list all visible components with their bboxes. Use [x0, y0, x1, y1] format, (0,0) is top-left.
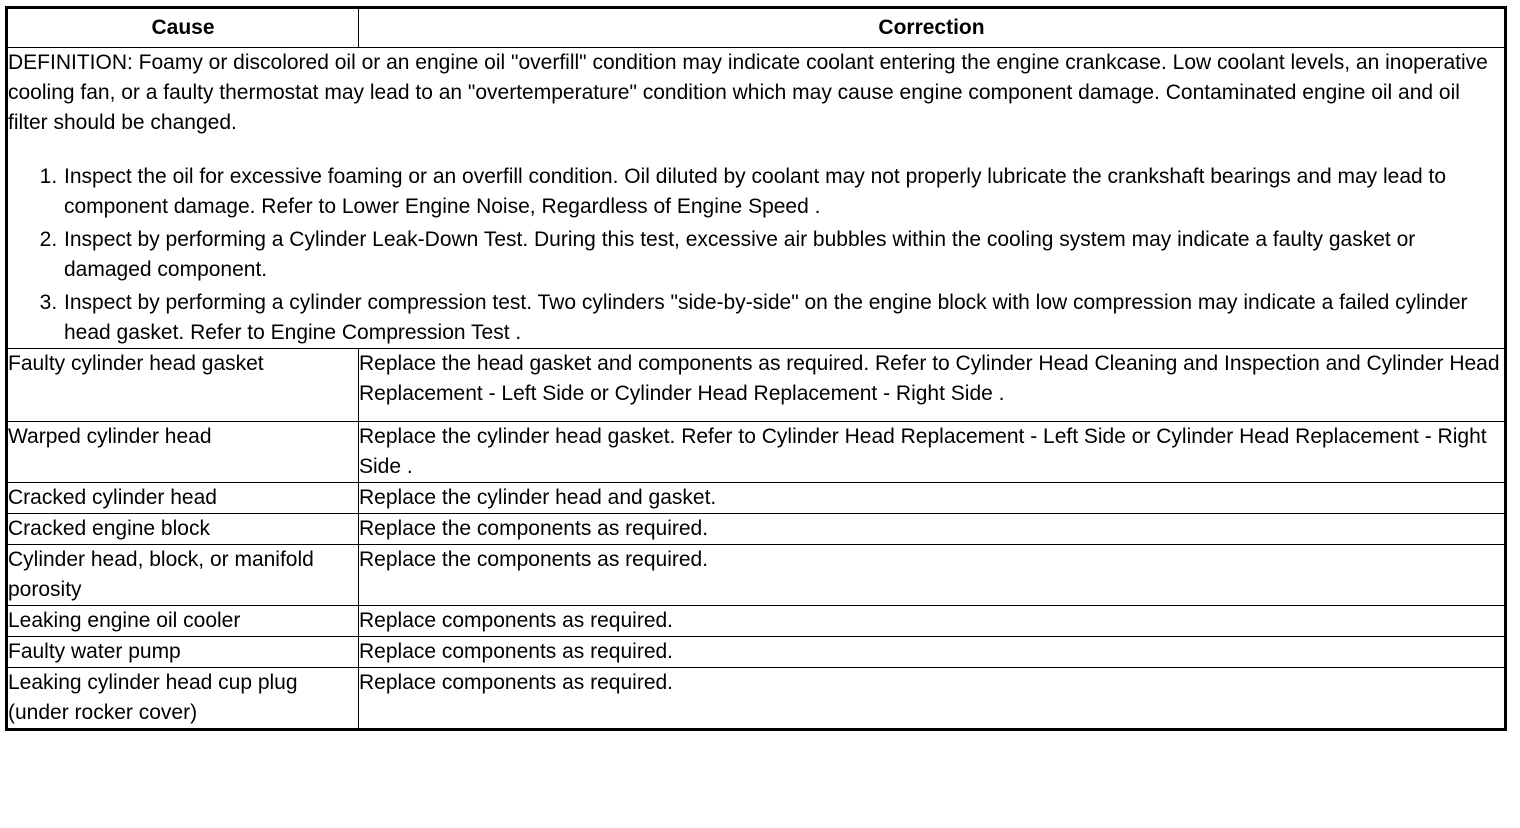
cause-cell: Cracked engine block	[7, 514, 359, 545]
inspection-steps	[8, 162, 1504, 348]
correction-cell: Replace components as required.	[359, 637, 1506, 668]
correction-header: Correction	[359, 8, 1506, 48]
correction-cell: Replace components as required.	[359, 606, 1506, 637]
cause-cell: Faulty cylinder head gasket	[7, 349, 359, 422]
table-row	[7, 668, 1506, 730]
diagnostic-table	[5, 6, 1507, 731]
cause-cell: Faulty water pump	[7, 637, 359, 668]
table-row	[7, 349, 1506, 422]
table-row	[7, 545, 1506, 606]
cause-cell: Leaking engine oil cooler	[7, 606, 359, 637]
inspection-step: 3. Inspect by performing a cylinder compression test. Two cylinders "side-by-side" on the engine block with low compression may indicate a failed cylinder head gasket. Refer to Engine Compression Test .	[63, 288, 1504, 348]
definition-text: DEFINITION: Foamy or discolored oil or an engine oil "overfill" condition may indicate coolant entering the engine crankcase. Low coolant levels, an inoperative cooling fan, or a faulty thermostat may lead to an "overtemperature" condition which may cause engine component damage. Contaminated engine oil and oil filter should be changed.	[8, 51, 1488, 134]
table-row	[7, 606, 1506, 637]
inspection-step: 1. Inspect the oil for excessive foaming or an overfill condition. Oil diluted by coolant may not properly lubricate the crankshaft bearings and may lead to component damage. Refer to Lower Engine Noise, Regardless of Engine Speed .	[63, 162, 1504, 222]
table-row	[7, 514, 1506, 545]
correction-cell: Replace the components as required.	[359, 514, 1506, 545]
table-row	[7, 637, 1506, 668]
cause-cell: Leaking cylinder head cup plug (under rocker cover)	[7, 668, 359, 730]
table-row	[7, 483, 1506, 514]
definition-row	[7, 48, 1506, 349]
cause-cell: Cylinder head, block, or manifold porosity	[7, 545, 359, 606]
inspection-step: 2. Inspect by performing a Cylinder Leak-Down Test. During this test, excessive air bubbles within the cooling system may indicate a faulty gasket or damaged component.	[63, 225, 1504, 285]
cause-header: Cause	[7, 8, 359, 48]
cause-cell: Cracked cylinder head	[7, 483, 359, 514]
cause-cell: Warped cylinder head	[7, 422, 359, 483]
table-row	[7, 422, 1506, 483]
correction-cell: Replace the cylinder head gasket. Refer to Cylinder Head Replacement - Left Side or Cylinder Head Replacement - Right Side .	[359, 422, 1506, 483]
correction-cell: Replace the cylinder head and gasket.	[359, 483, 1506, 514]
correction-cell: Replace the components as required.	[359, 545, 1506, 606]
correction-cell: Replace components as required.	[359, 668, 1506, 730]
correction-cell: Replace the head gasket and components as required. Refer to Cylinder Head Cleaning and Inspection and Cylinder Head Replacement - Left Side or Cylinder Head Replacement - Right Side .	[359, 349, 1506, 422]
header-row	[7, 8, 1506, 48]
definition-cell	[7, 48, 1506, 349]
